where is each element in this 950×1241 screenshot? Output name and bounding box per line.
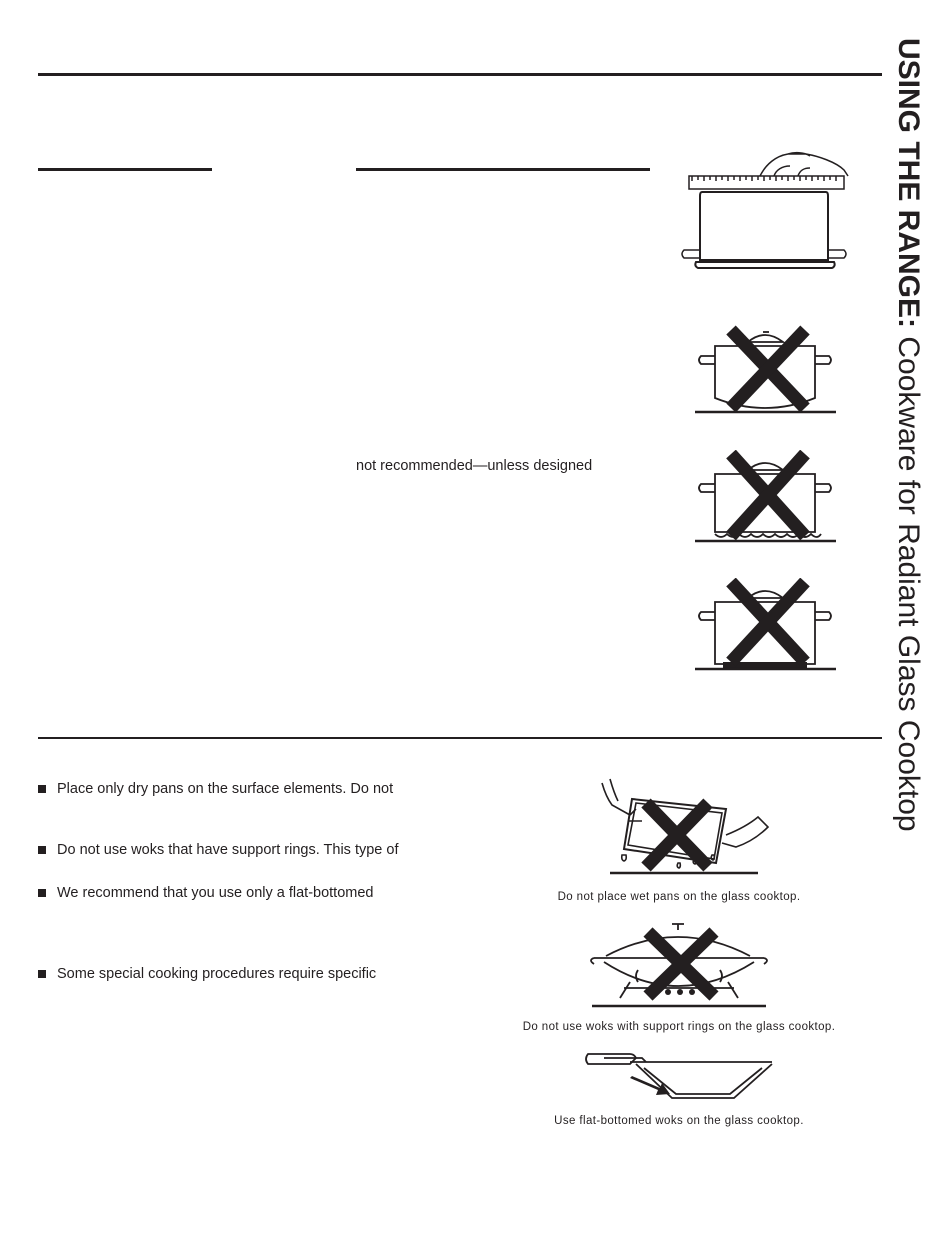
curved-bottom-pan-icon [693, 322, 838, 418]
bullet-item-dry-pans [38, 781, 393, 797]
bullet-marker [38, 970, 46, 978]
bullet-text: Do not use woks that have support rings. This type of [57, 842, 399, 858]
bullet-item-flat-wok [38, 885, 373, 901]
wok-support-ring-icon [584, 918, 774, 1010]
section-rule [38, 737, 882, 739]
heavy-rim-pan-icon [693, 578, 838, 674]
column-rule-left [38, 168, 212, 171]
top-rule [38, 73, 882, 76]
flat-bottom-wok-icon [584, 1050, 774, 1108]
side-title-section: USING THE RANGE: [892, 38, 925, 329]
not-recommended-text: not recommended—unless designed [356, 458, 593, 474]
bullet-marker [38, 889, 46, 897]
wet-pan-icon [596, 775, 772, 883]
bullet-marker [38, 785, 46, 793]
column-rule-middle [356, 168, 650, 171]
bullet-text: Place only dry pans on the surface elements. Do not [57, 781, 394, 797]
bullet-item-woks-rings [38, 842, 398, 858]
side-title-topic: Cookware for Radiant Glass Cooktop [892, 336, 925, 832]
caption-flat-woks: Use flat-bottomed woks on the glass cooktop. [554, 1115, 804, 1127]
bullet-text: Some special cooking procedures require specific [57, 966, 377, 982]
caption-woks-rings: Do not use woks with support rings on the glass cooktop. [522, 1021, 836, 1033]
bullet-item-special-cooking [38, 966, 376, 982]
bullet-text: We recommend that you use only a flat-bottomed [57, 885, 374, 901]
pan-flatness-ruler-icon [678, 150, 853, 275]
ridged-bottom-pan-icon [693, 450, 838, 546]
bullet-marker [38, 846, 46, 854]
caption-wet-pans: Do not place wet pans on the glass cooktop. [557, 891, 801, 903]
side-title [893, 38, 923, 832]
